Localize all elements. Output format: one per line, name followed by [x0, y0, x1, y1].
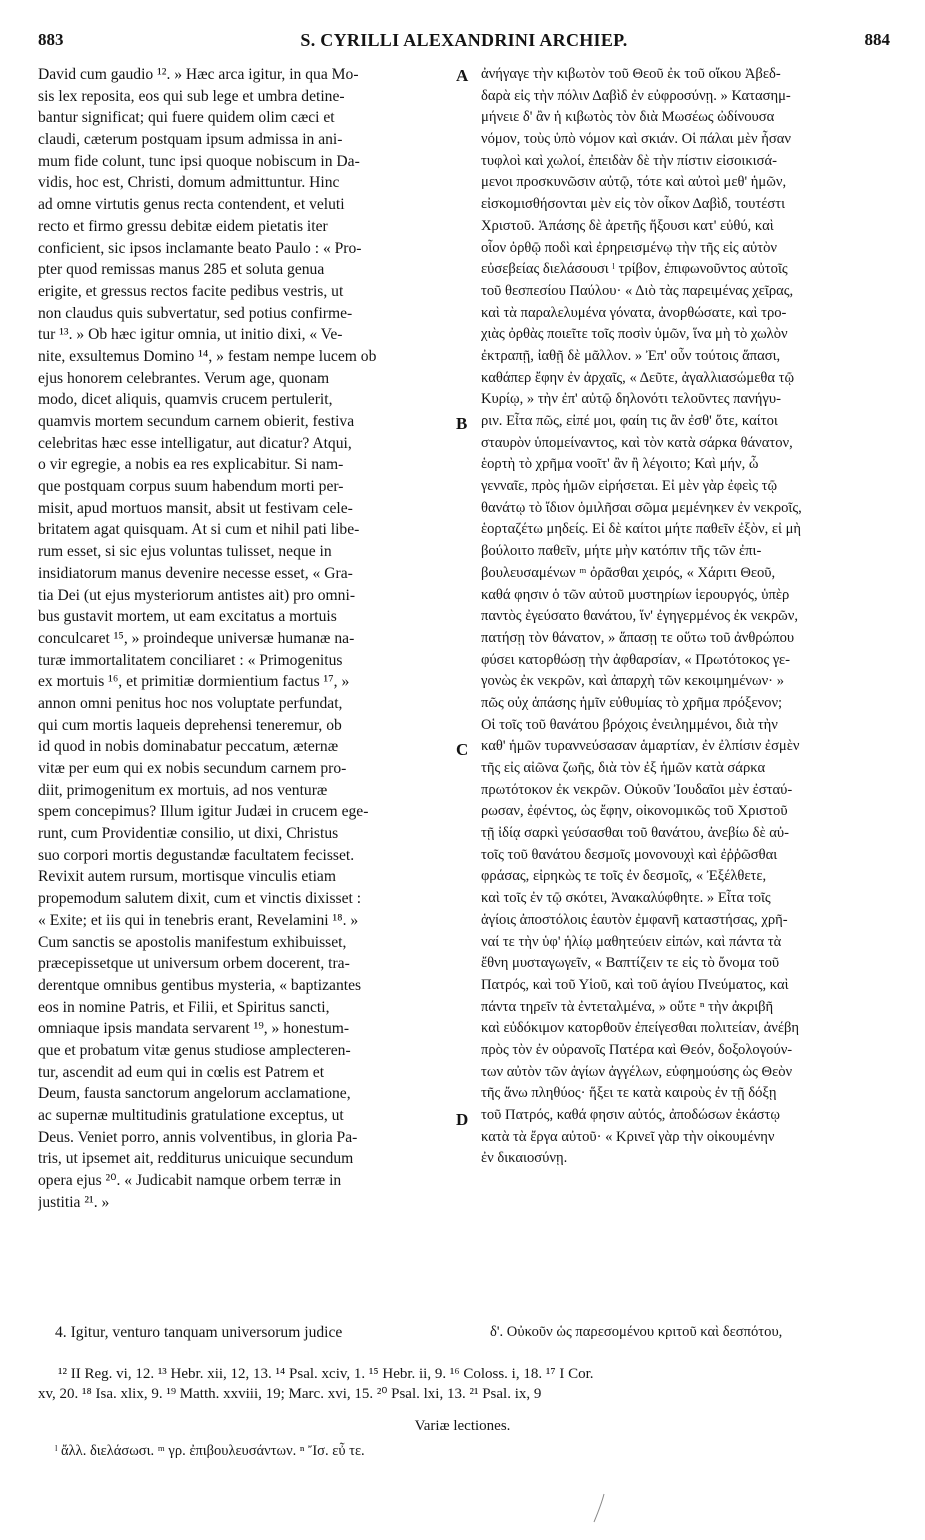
text-line: τυφλοὶ καὶ χωλοί, ἐπειδὰν δὲ τὴν πίστιν εἰσοικισά-: [481, 152, 777, 169]
text-line: Κυρίῳ, » τὴν ἐπ' αὐτῷ δηλονότι τελοῦντες πανήγυ-: [481, 391, 781, 408]
variae-lectiones-text: ˡ ἄλλ. διελάσωσι. ᵐ γρ. ἐπιβουλευσάντων. ⁿ Ἴσ. εὖ τε.: [55, 1443, 365, 1459]
text-line: πρὸς τὸν ἐν οὐρανοῖς Πατέρα καὶ Θεόν, δοξολογούν-: [481, 1041, 793, 1058]
text-line: πατήσῃ τὸν θάνατον, » ἅπασῃ τε οὕτω τοῦ ἀνθρώπου: [481, 629, 795, 646]
text-line: runt, cum Providentiæ consilio, ut dixi, Christus: [38, 825, 339, 843]
page-number-left: 883: [38, 30, 64, 49]
text-line: τῆς ἄνω πληθύος· ἥξει τε κατὰ καιροὺς ἐν τῇ δόξῃ: [481, 1085, 777, 1102]
text-line: id quod in nobis dominabatur peccatum, æternæ: [38, 738, 339, 756]
text-line: μήνειε δ' ἂν ἡ κιβωτὸς τὸν διὰ Μωσέως ὠδίνουσα: [481, 109, 775, 126]
text-line: πρωτότοκον ἐκ νεκρῶν. Οὐκοῦν Ἰουδαῖοι μὲν ἐσταύ-: [481, 781, 793, 798]
text-line: τοῖς τοῦ θανάτου δεσμοῖς μονονουχὶ καὶ ἐῤῥῶσθαι: [481, 846, 778, 863]
text-line: vitæ per eum qui ex nobis secundum carnem pro-: [38, 760, 347, 777]
text-line: vidis, hoc est, Christi, domum admittuntur. Hinc: [38, 174, 340, 192]
text-line: βούλοιτο παθεῖν, μήτε μὴν κατόπιν τῆς τῶν ἐπι-: [481, 543, 762, 560]
running-title: S. CYRILLI ALEXANDRINI ARCHIEP.: [300, 30, 628, 50]
text-line: ἔθνη μυσταγωγεῖν, « Βαπτίζειν τε εἰς τὸ ὄνομα τοῦ: [481, 955, 780, 972]
margin-letter-d: D: [456, 1110, 469, 1129]
text-line: καὶ τὰ παραλελυμένα γόνατα, ἀνορθώσατε, καὶ τρο-: [481, 304, 787, 321]
section-heading-latin: 4. Igitur, venturo tanquam universorum judice: [55, 1324, 343, 1341]
text-line: pter quod remissas manus 285 et soluta genua: [38, 261, 325, 279]
text-line: Deum, fausta sanctorum angelorum acclamatione,: [38, 1085, 351, 1103]
text-line: non claudus quis subvertatur, sed potius confirme-: [38, 304, 353, 322]
text-line: justitia ²¹. »: [38, 1193, 110, 1211]
text-line: ex mortuis ¹⁶, et primitiæ dormientium factus ¹⁷, »: [38, 673, 350, 691]
text-line: Οἱ τοῖς τοῦ θανάτου βρόχοις ἐνειλημμένοι, διὰ τὴν: [481, 716, 778, 733]
margin-letter-a: A: [456, 66, 469, 85]
text-line: ρωσαν, ἐφέντος, ὡς ἔφην, οἰκονομικῶς τοῦ Χριστοῦ: [481, 803, 788, 820]
text-line: conficient, sic ipsos inclamante beato Paulo : « Pro-: [38, 239, 362, 257]
text-line: μενοι προσκυνῶσιν αὐτῷ, τότε καὶ αὐτοὶ μεθ' ἡμῶν,: [481, 174, 787, 191]
text-line: suo corpori mortis degustandæ facultatem fecisset.: [38, 846, 355, 864]
text-line: sis lex reposita, eos qui sub lege et umbra detine-: [38, 87, 345, 105]
text-line: ἐν δικαιοσύνῃ.: [481, 1150, 568, 1167]
text-line: tia Dei (ut ejus mysteriorum antistes ait) pro omni-: [38, 586, 356, 604]
text-line: ἀνήγαγε τὴν κιβωτὸν τοῦ Θεοῦ ἐκ τοῦ οἴκου Ἀβεδ-: [481, 66, 781, 82]
text-line: πάντα τηρεῖν τὰ ἐντεταλμένα, » οὕτε ⁿ τὴν ἀκριβῆ: [481, 998, 774, 1015]
text-line: τοῦ Πατρός, καθά φησιν αὐτός, ἀποδώσων ἑκάστῳ: [481, 1107, 780, 1123]
text-line: tur, ascendit ad eum qui in cœlis est Patrem et: [38, 1063, 325, 1081]
text-line: καὶ τοῖς ἐν τῷ σκότει, Ἀνακαλύφθητε. » Εἶτα τοῖς: [481, 890, 771, 907]
text-line: britatem agat quisquam. At si cum et nihil pati libe-: [38, 521, 360, 539]
pen-mark: [590, 1492, 610, 1526]
text-line: σταυρὸν ὑπομείναντος, καὶ τὸν κατὰ σάρκα θάνατον,: [481, 434, 793, 451]
text-line: o vir egregie, a nobis ea res explicabitur. Si nam-: [38, 456, 344, 474]
text-line: ἁγίοις ἀποστόλοις ἑαυτὸν ἐμφανῆ καταστήσας, χρῆ-: [481, 911, 788, 928]
text-line: opera ejus ²⁰. « Judicabit namque orbem terræ in: [38, 1172, 342, 1190]
text-line: βουλευσαμένων ᵐ ὀρᾶσθαι χειρός, « Χάριτι Θεοῦ,: [481, 564, 776, 581]
text-line: derentque omnibus gentibus mysteria, « baptizantes: [38, 976, 362, 994]
text-line: celebritas hæc esse intelligatur, aut dicatur? Atqui,: [38, 434, 352, 452]
text-line: Πατρός, καὶ τοῦ Υἱοῦ, καὶ τοῦ ἁγίου Πνεύματος, καὶ: [481, 976, 789, 993]
text-line: των αὐτὸν τῶν ἁγίων ἀγγέλων, εὐφημούσης ὡς Θεὸν: [481, 1063, 793, 1080]
text-line: modo, dicet aliquis, quamvis crucem pertulerit,: [38, 391, 333, 409]
text-line: ριν. Εἶτα πῶς, εἰπέ μοι, φαίη τις ἂν ἐσθ' ὅτε, καίτοι: [481, 413, 778, 429]
text-line: David cum gaudio ¹². » Hæc arca igitur, in qua Mo-: [38, 66, 359, 83]
margin-letter-c: C: [456, 740, 469, 759]
text-line: insidiatorum manus devenire necesse esset, « Gra-: [38, 564, 353, 582]
text-line: misit, apud mortuos mansit, absit ut festivam cele-: [38, 499, 353, 517]
text-line: Cum sanctis se apostolis manifestum exhibuisset,: [38, 933, 347, 951]
text-line: εὐσεβείας διελάσουσι ˡ τρίβον, ἐπιφωνοῦντος αὐτοῖς: [481, 261, 788, 278]
footnote-line: ¹² II Reg. vi, 12. ¹³ Hebr. xii, 12, 13. ¹⁴ Psal. xciv, 1. ¹⁵ Hebr. ii, 9. ¹⁶ Coloss. i, 18. ¹⁷ I Cor.: [58, 1366, 594, 1382]
text-line: ejus honorem celebrantes. Verum age, quonam: [38, 369, 330, 387]
text-line: οἷον ὀρθῷ ποδὶ καὶ ἐρηρεισμένῳ τὴν τῆς εἰς αὐτὸν: [481, 239, 777, 256]
text-line: γονὼς ἐκ νεκρῶν, καὶ ἀπαρχὴ τῶν κεκοιμημένων· »: [481, 673, 784, 690]
footnotes: [38, 1364, 890, 1404]
text-line: erigite, et gressus rectos facite pedibus vestris, ut: [38, 282, 344, 300]
text-line: φράσας, εἰρηκὼς τε τοῖς ἐν δεσμοῖς, « Ἐξέλθετε,: [481, 868, 767, 885]
text-line: quamvis mortem secundum carnem obierit, festiva: [38, 413, 355, 430]
text-line: καθάπερ ἔφην ἐν ἀρχαῖς, « Δεῦτε, ἀγαλλιασώμεθα τῷ: [481, 369, 795, 386]
text-line: Deus. Veniet porro, annis volventibus, in gloria Pa-: [38, 1128, 358, 1146]
text-line: τῇ ἰδίᾳ σαρκὶ γεύσασθαι τοῦ θανάτου, ἀνεβίω δὲ αὐ-: [481, 825, 790, 842]
text-line: πῶς οὐχ ἁπάσης ἡμῖν εὐθυμίας τὸ χρῆμα πρόξενον;: [481, 694, 783, 711]
text-line: que postquam corpus suum habendum morti per-: [38, 478, 344, 496]
footnote-line: xv, 20. ¹⁸ Isa. xlix, 9. ¹⁹ Matth. xxviii, 19; Marc. xvi, 15. ²⁰ Psal. lxi, 13. ²¹ Psal. ix, 9: [38, 1386, 542, 1402]
text-line: κατὰ τὰ ἔργα αὐτοῦ· « Κρινεῖ γὰρ τὴν οἰκουμένην: [481, 1128, 775, 1145]
greek-column: [481, 64, 893, 1170]
text-line: bantur significat; qui fuere quidem olim cæci et: [38, 109, 335, 127]
text-line: ἐκτραπῇ, ἰαθῇ δὲ μᾶλλον. » Ἐπ' οὖν τούτοις ἅπασι,: [481, 347, 781, 364]
text-line: ἑορταζέτω μηδείς. Εἰ δὲ καίτοι μήτε παθεῖν ἐξὸν, εἰ μὴ: [481, 521, 802, 538]
text-line: propemodum salutem dixit, cum et vinctis dixisset :: [38, 890, 362, 908]
text-line: nite, exsultemus Domino ¹⁴, » festam nempe lucem ob: [38, 347, 377, 365]
text-line: νόμον, τοὺς ὑπὸ νόμον καὶ σκιάν. Οἱ πάλαι μὲν ἦσαν: [481, 131, 792, 148]
text-line: annon omni penitus hoc nos voluptate perfundat,: [38, 694, 343, 712]
text-line: τοῦ θεσπεσίου Παύλου· « Διὸ τὰς παρειμένας χεῖρας,: [481, 282, 794, 299]
page-header: [38, 30, 890, 56]
section-heading-greek: δ'. Οὐκοῦν ὡς παρεσομένου κριτοῦ καὶ δεσπότου,: [490, 1324, 783, 1340]
margin-letter-b: B: [456, 414, 468, 433]
text-line: δαρὰ εἰς τὴν πόλιν Δαβὶδ ἐν εὐφροσύνῃ. » Κατασημ-: [481, 87, 791, 104]
text-line: ac supernæ multitudinis gratulatione exceptus, ut: [38, 1107, 344, 1124]
text-line: claudi, cæterum postquam ipsum admissa in ani-: [38, 131, 343, 149]
text-line: χιὰς ὀρθὰς ποιεῖτε τοῖς ποσὶν ὑμῶν, ἵνα μὴ τὸ χωλὸν: [481, 326, 788, 343]
text-line: rum esset, si sic ejus voluntas tulisset, neque in: [38, 543, 332, 561]
latin-column: [38, 64, 450, 1213]
text-line: eos in nomine Patris, et Filii, et Spiritus sancti,: [38, 998, 330, 1016]
text-line: φύσει κατορθώσῃ τὴν ἀφθαρσίαν, « Πρωτότοκος γε-: [481, 651, 790, 668]
text-line: turæ immortalitatem conciliaret : « Primogenitus: [38, 651, 343, 669]
text-line: ad omne virtutis genus recta contendent, et veluti: [38, 196, 345, 214]
text-line: καθά φησιν ὁ τῶν αὐτοῦ μυστηρίων ἱερουργός, ὑπὲρ: [481, 586, 790, 603]
text-line: « Exite; et iis qui in tenebris erant, Revelamini ¹⁸. »: [38, 911, 359, 929]
text-line: mum fide colunt, tunc ipsi quoque nobiscum in Da-: [38, 152, 360, 170]
variae-lectiones-title: Variæ lectiones.: [414, 1418, 511, 1434]
text-line: τῆς εἰς αἰῶνα ζωῆς, διὰ τὸν ἐξ ἡμῶν κατὰ σάρκα: [481, 760, 766, 776]
text-line: que et probatum vitæ genus studiose amplecteren-: [38, 1041, 351, 1059]
text-line: tur ¹³. » Ob hæc igitur omnia, ut initio dixi, « Ve-: [38, 326, 343, 344]
text-line: εἰσκομισθήσονται μὲν εἰς τὸν οἶκον Δαβὶδ, τουτέστι: [481, 196, 786, 213]
text-line: παντὸς ἐγεύσατο θανάτου, ἵν' ἐγηγερμένος ἐκ νεκρῶν,: [481, 608, 799, 625]
text-line: bus gustavit mortem, ut eam excitatus a mortuis: [38, 608, 337, 626]
page-number-right: 884: [864, 30, 890, 49]
text-line: tris, ut ipsemet ait, redditurus unicuique secundum: [38, 1150, 354, 1168]
text-line: ἑορτὴ τὸ χρῆμα νοοῖτ' ἂν ἢ λέγοιτο; Καὶ μήν, ὦ: [481, 456, 759, 473]
text-line: omniaque ipsis mandata servarent ¹⁹, » honestum-: [38, 1020, 350, 1038]
text-line: diit, primogenitum ex mortuis, ad nos venturæ: [38, 781, 328, 799]
text-line: ναί τε τὴν ὑφ' ἡλίῳ μαθητεύειν εἰπών, καὶ πάντα τὰ: [481, 933, 782, 950]
text-line: καθ' ἡμῶν τυραννεύσασαν ἁμαρτίαν, ἐν ἐλπίσιν ἐσμὲν: [481, 738, 800, 755]
text-line: præcepissetque ut universum orbem docerent, tra-: [38, 955, 350, 973]
text-line: qui cum mortis laqueis deprehensi teneremur, ob: [38, 716, 342, 734]
text-line: spem concepimus? Illum igitur Judæi in crucem ege-: [38, 803, 369, 821]
text-line: Revixit autem rursum, mortisque vinculis etiam: [38, 868, 336, 886]
text-line: conculcaret ¹⁵, » proindeque universæ humanæ na-: [38, 629, 355, 647]
text-line: θανάτῳ τὸ ἴδιον ὁμιλῆσαι σῶμα μεμένηκεν ἐν νεκροῖς,: [481, 499, 802, 516]
text-line: recto et firmo gressu debitæ eidem pietatis iter: [38, 217, 328, 235]
text-line: καὶ εὐδόκιμον κατορθοῦν ἐπείγεσθαι πολιτείαν, ἀνέβη: [481, 1020, 800, 1037]
text-line: γενναῖε, πρὸς ἡμῶν εἰρήσεται. Εἰ μὲν γὰρ ἐφεὶς τῷ: [481, 478, 778, 495]
text-line: Χριστοῦ. Ἁπάσης δὲ ἀρετῆς ἥξουσι κατ' εὐθύ, καὶ: [481, 217, 774, 234]
